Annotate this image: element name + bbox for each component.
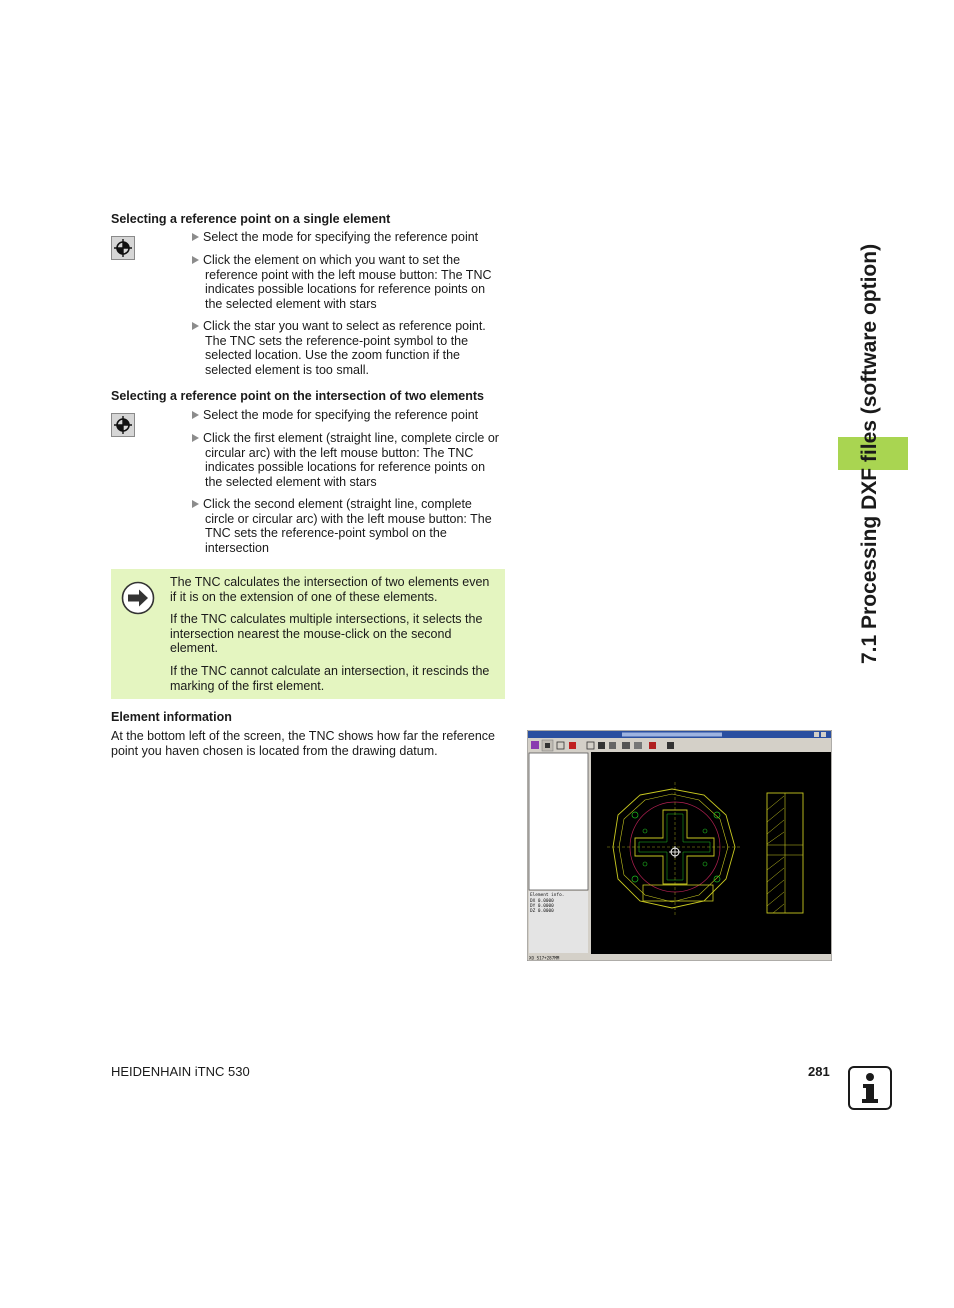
element-info-title: Element info. (530, 893, 565, 898)
note-paragraph: If the TNC cannot calculate an intersection, it rescinds the marking of the first element. (170, 664, 490, 693)
note-paragraph: If the TNC calculates multiple intersections, it selects the intersection nearest the mouse-click on the second element. (170, 612, 483, 655)
note-arrow-icon (121, 581, 155, 615)
note-box (111, 569, 505, 699)
element-info-body: At the bottom left of the screen, the TNC shows how far the reference point you haven chosen is located from the drawing datum. (111, 729, 495, 758)
step-item: Click the first element (straight line, complete circle or circular arc) with the left mouse button: The TNC indicates possible locations for reference points on the selected element with stars (192, 431, 508, 489)
reference-point-mode-icon (111, 236, 135, 260)
step-item: Click the second element (straight line, complete circle or circular arc) with the left mouse button: The TNC sets the reference-point symbol on the intersection (192, 497, 508, 555)
section-heading-intersection: Selecting a reference point on the intersection of two elements (111, 389, 484, 403)
section-heading-element-info: Element information (111, 710, 232, 724)
element-info-dy: DY 0.0000 (530, 904, 554, 909)
note-paragraph: The TNC calculates the intersection of two elements even if it is on the extension of one of these elements. (170, 575, 490, 604)
step-item: Select the mode for specifying the reference point (192, 230, 508, 245)
element-info-dx: DX 0.0000 (530, 899, 554, 904)
arrow-right-icon (192, 411, 199, 419)
status-bar-text: XO S17+287MM (529, 955, 560, 961)
footer-product-name: HEIDENHAIN iTNC 530 (111, 1064, 250, 1079)
page-number: 281 (808, 1064, 830, 1079)
info-icon (848, 1066, 892, 1110)
arrow-right-icon (192, 233, 199, 241)
arrow-right-icon (192, 500, 199, 508)
arrow-right-icon (192, 322, 199, 330)
arrow-right-icon (192, 256, 199, 264)
element-info-dz: DZ 0.0000 (530, 909, 554, 914)
step-item: Select the mode for specifying the reference point (192, 408, 508, 423)
step-item: Click the element on which you want to set the reference point with the left mouse button: The TNC indicates possible locations for reference points on the selected element with stars (192, 253, 508, 311)
reference-point-mode-icon (111, 413, 135, 437)
arrow-right-icon (192, 434, 199, 442)
dxf-converter-screenshot (527, 730, 832, 966)
chapter-side-title: 7.1 Processing DXF files (software option) (858, 243, 881, 664)
step-item: Click the star you want to select as reference point. The TNC sets the reference-point symbol to the selected location. Use the zoom function if the selected element is too small. (192, 319, 508, 377)
section-heading-single-element: Selecting a reference point on a single element (111, 212, 391, 226)
